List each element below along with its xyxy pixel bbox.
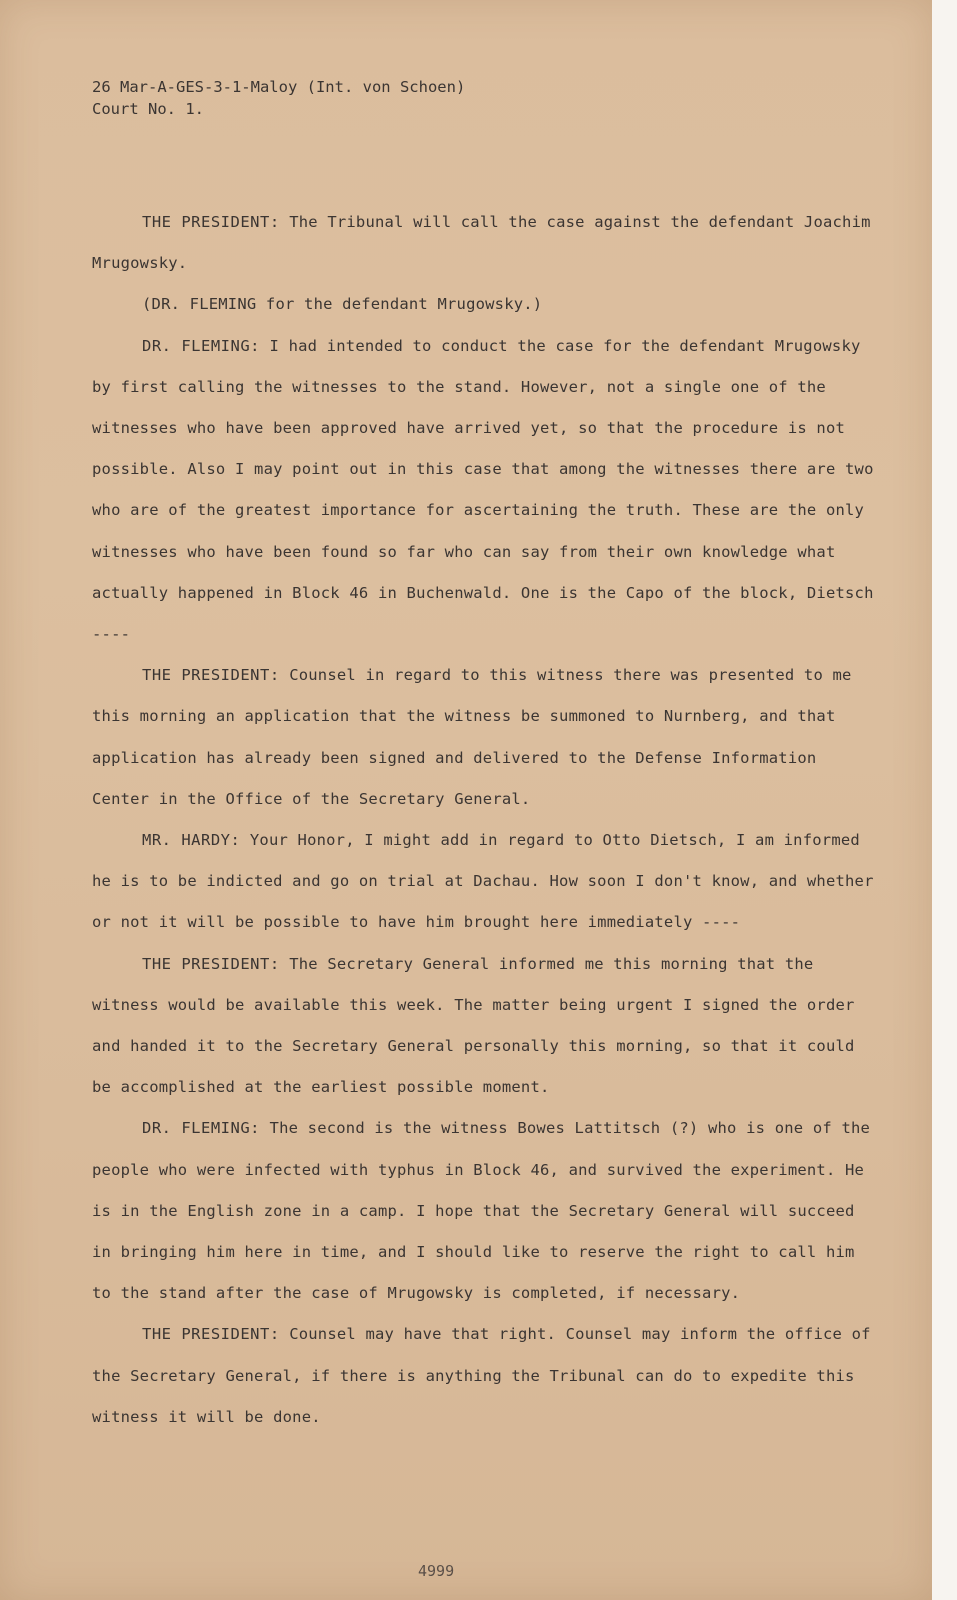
speaker-label: THE PRESIDENT:: [142, 1325, 280, 1344]
header-case-line: 26 Mar-A-GES-3-1-Maloy (Int. von Schoen): [92, 78, 466, 96]
paragraph-text: I had intended to conduct the case for the defendant Mrugowsky by first calling the witnesses to the stand. However, not a single one of the witnesses who have been approved have arrived yet, so that the procedure is not possible. Also I may point out in this case that among the witnesses there are two who are of the greatest importance for ascertaining the truth. These are the only witnesses who have been found so far who can say from their own knowledge what actually happened in Block 46 in Buchenwald. One is the Capo of the block, Dietsch ----: [92, 336, 874, 644]
transcript-paragraph: [92, 326, 882, 656]
speaker-label: MR. HARDY:: [142, 831, 241, 850]
speaker-label: THE PRESIDENT:: [142, 666, 280, 685]
header-court-line: Court No. 1.: [92, 100, 204, 118]
transcript-paragraph: [92, 202, 882, 284]
transcript-paragraph: [92, 1314, 882, 1438]
transcript-paragraph: [92, 820, 882, 944]
speaker-label: DR. FLEMING:: [142, 1119, 260, 1138]
paragraph-text: (DR. FLEMING for the defendant Mrugowsky.): [142, 295, 543, 314]
paragraph-text: The Tribunal will call the case against the defendant Joachim Mrugowsky.: [92, 213, 871, 273]
paragraph-text: Your Honor, I might add in regard to Otto Dietsch, I am informed he is to be indicted and go on trial at Dachau. How soon I don't know, and whether or not it will be possible to have him brought here immediately ----: [92, 831, 874, 932]
transcript-paragraph: [92, 284, 882, 325]
paragraph-text: The Secretary General informed me this morning that the witness would be available this week. The matter being urgent I signed the order and handed it to the Secretary General personally this morning, so that it could be accomplished at the earliest possible moment.: [92, 954, 855, 1097]
transcript-paragraph: [92, 655, 882, 820]
page-content: [92, 76, 882, 1438]
paragraph-text: The second is the witness Bowes Lattitsch (?) who is one of the people who were infected with typhus in Block 46, and survived the experiment. He is in the English zone in a camp. I hope that the Secretary General will succeed in bringing him here in time, and I should like to reserve the right to call him to the stand after the case of Mrugowsky is completed, if necessary.: [92, 1119, 871, 1303]
speaker-label: DR. FLEMING:: [142, 336, 260, 355]
speaker-label: THE PRESIDENT:: [142, 954, 280, 973]
transcript-paragraph: [92, 944, 882, 1109]
transcript-paragraph: [92, 1108, 882, 1314]
scan-margin: [932, 0, 957, 1600]
paragraph-text: Counsel in regard to this witness there was presented to me this morning an application that the witness be summoned to Nurnberg, and that application has already been signed and delivered to the Defense Information Center in the Office of the Secretary General.: [92, 666, 852, 808]
paragraph-text: Counsel may have that right. Counsel may inform the office of the Secretary General, if there is anything the Tribunal can do to expedite this witness it will be done.: [92, 1325, 871, 1426]
speaker-label: THE PRESIDENT:: [142, 213, 280, 231]
transcript-body: [92, 202, 882, 1438]
page-number: 4999: [418, 1562, 455, 1580]
